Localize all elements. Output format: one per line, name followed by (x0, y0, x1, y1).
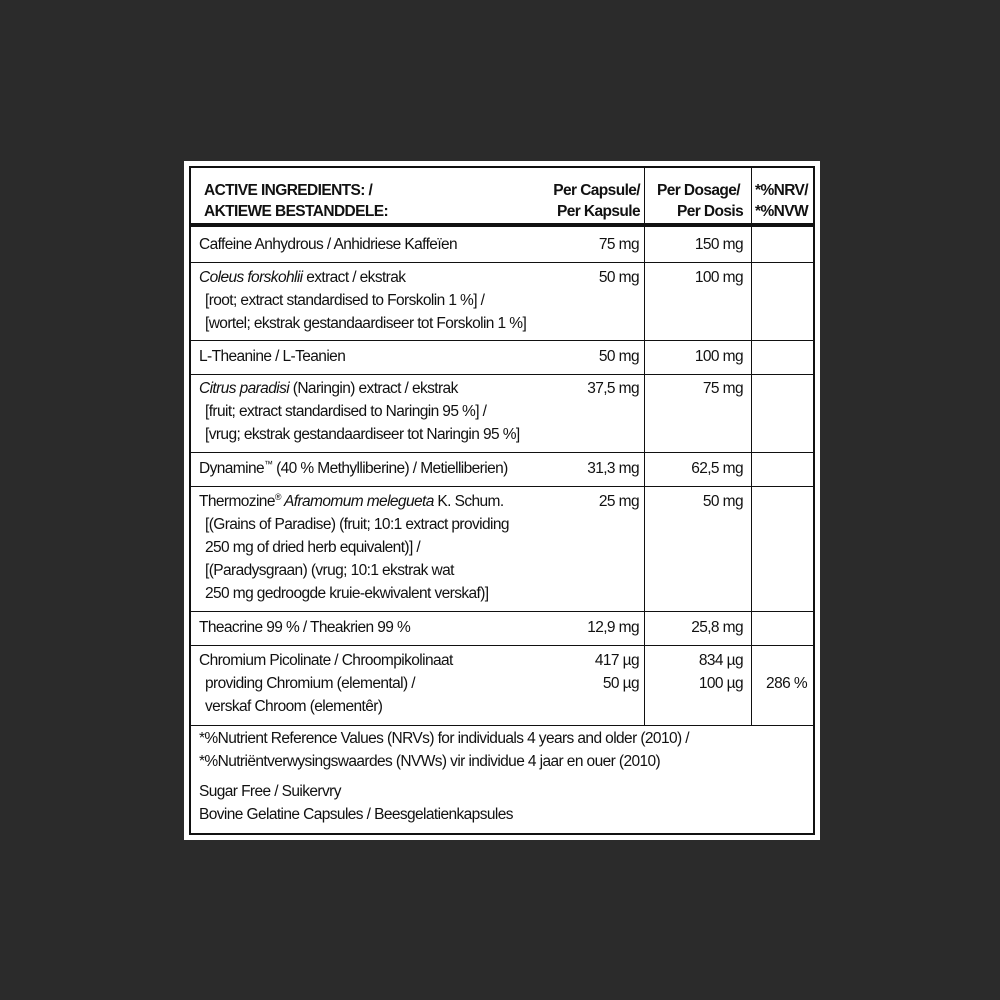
row-chromium-per-capsule: 417 µg (594, 652, 639, 669)
row-thermozine-line4: [(Paradysgraan) (vrug; 10:1 ekstrak wat (205, 562, 454, 579)
row-chromium-nrv: 286 % (766, 675, 807, 692)
footnote-nrv-en: *%Nutrient Reference Values (NRVs) for individuals 4 years and older (2010) / (199, 730, 689, 747)
row-chromium-line3: verskaf Chroom (elementêr) (205, 698, 383, 715)
row-coleus-name-italic: Coleus forskohlii (199, 269, 303, 286)
row-dynamine-name-rest: (40 % Methylliberine) / Metielliberien) (272, 460, 508, 477)
trademark-mark: ™ (263, 459, 273, 469)
header-per-capsule-af: Per Kapsule (557, 203, 640, 220)
header-rule (191, 223, 813, 227)
row-coleus-line3: [wortel; ekstrak gestandaardiseer tot Forskolin 1 %] (205, 315, 527, 332)
row-citrus-name-italic: Citrus paradisi (199, 380, 290, 397)
header-nrv: *%NRV/ (755, 182, 808, 199)
row-citrus-name-rest: (Naringin) extract / ekstrak (289, 380, 458, 397)
row-thermozine-per-capsule: 25 mg (598, 493, 639, 510)
row-thermozine-name-prefix: Thermozine (199, 493, 275, 510)
row-chromium-per-capsule-elemental: 50 µg (602, 675, 639, 692)
row-theanine-per-capsule: 50 mg (598, 348, 639, 365)
header-nvw: *%NVW (755, 203, 808, 220)
capsule-note: Bovine Gelatine Capsules / Beesgelatienkapsules (199, 806, 513, 823)
row-caffeine-per-dosage: 150 mg (694, 236, 743, 253)
row-coleus-name (199, 267, 405, 290)
row-thermozine-name (199, 491, 504, 514)
row-dynamine-per-dosage: 62,5 mg (691, 460, 743, 477)
sugar-free-note: Sugar Free / Suikervry (199, 783, 341, 800)
row-divider (191, 340, 813, 341)
row-coleus-line2: [root; extract standardised to Forskolin 1 %] / (205, 292, 485, 309)
row-dynamine-per-capsule: 31,3 mg (587, 460, 639, 477)
row-chromium-line2: providing Chromium (elemental) / (205, 675, 415, 692)
header-per-dosage-en: Per Dosage/ (657, 182, 740, 199)
row-theacrine-name: Theacrine 99 % / Theakrien 99 % (199, 619, 411, 636)
row-theacrine-per-capsule: 12,9 mg (587, 619, 639, 636)
row-coleus-per-dosage: 100 mg (694, 269, 743, 286)
row-citrus-line2: [fruit; extract standardised to Naringin 95 %] / (205, 403, 487, 420)
row-coleus-per-capsule: 50 mg (598, 269, 639, 286)
header-per-dosage-af: Per Dosis (677, 203, 744, 220)
row-divider (191, 611, 813, 612)
row-theanine-name: L-Theanine / L-Teanien (199, 348, 346, 365)
row-thermozine-line2: [(Grains of Paradise) (fruit; 10:1 extract providing (205, 516, 509, 533)
row-coleus-name-rest: extract / ekstrak (302, 269, 406, 286)
row-dynamine-name-prefix: Dynamine (199, 460, 264, 477)
row-chromium-name: Chromium Picolinate / Chroompikolinaat (199, 652, 453, 669)
row-thermozine-name-rest: K. Schum. (433, 493, 504, 510)
row-dynamine-name (199, 458, 508, 481)
row-theacrine-per-dosage: 25,8 mg (691, 619, 743, 636)
row-divider (191, 725, 813, 726)
row-citrus-name (199, 378, 458, 401)
row-citrus-line3: [vrug; ekstrak gestandaardiseer tot Naringin 95 %] (205, 426, 520, 443)
row-caffeine-per-capsule: 75 mg (598, 236, 639, 253)
footnote-nrv-af: *%Nutriëntverwysingswaardes (NVWs) vir individue 4 jaar en ouer (2010) (199, 753, 661, 770)
row-divider (191, 645, 813, 646)
header-ingredients-af: AKTIEWE BESTANDDELE: (204, 203, 389, 220)
row-thermozine-line3: 250 mg of dried herb equivalent)] / (205, 539, 421, 556)
row-chromium-per-dosage: 834 µg (698, 652, 743, 669)
row-thermozine-per-dosage: 50 mg (702, 493, 743, 510)
row-thermozine-line5: 250 mg gedroogde kruie-ekwivalent verskaf)] (205, 585, 489, 602)
row-citrus-per-dosage: 75 mg (702, 380, 743, 397)
row-divider (191, 262, 813, 263)
header-per-capsule-en: Per Capsule/ (553, 182, 640, 199)
row-thermozine-name-italic: Aframomum melegueta (280, 493, 434, 510)
header-ingredients-en: ACTIVE INGREDIENTS: / (204, 182, 373, 199)
row-theanine-per-dosage: 100 mg (694, 348, 743, 365)
column-divider-dosage (751, 168, 752, 726)
row-divider (191, 452, 813, 453)
row-divider (191, 486, 813, 487)
registered-mark: ® (274, 492, 281, 502)
row-chromium-per-dosage-elemental: 100 µg (698, 675, 743, 692)
ingredients-table (189, 166, 815, 835)
row-caffeine-name: Caffeine Anhydrous / Anhidriese Kaffeïen (199, 236, 458, 253)
row-divider (191, 374, 813, 375)
row-citrus-per-capsule: 37,5 mg (587, 380, 639, 397)
supplement-facts-panel (184, 161, 820, 840)
